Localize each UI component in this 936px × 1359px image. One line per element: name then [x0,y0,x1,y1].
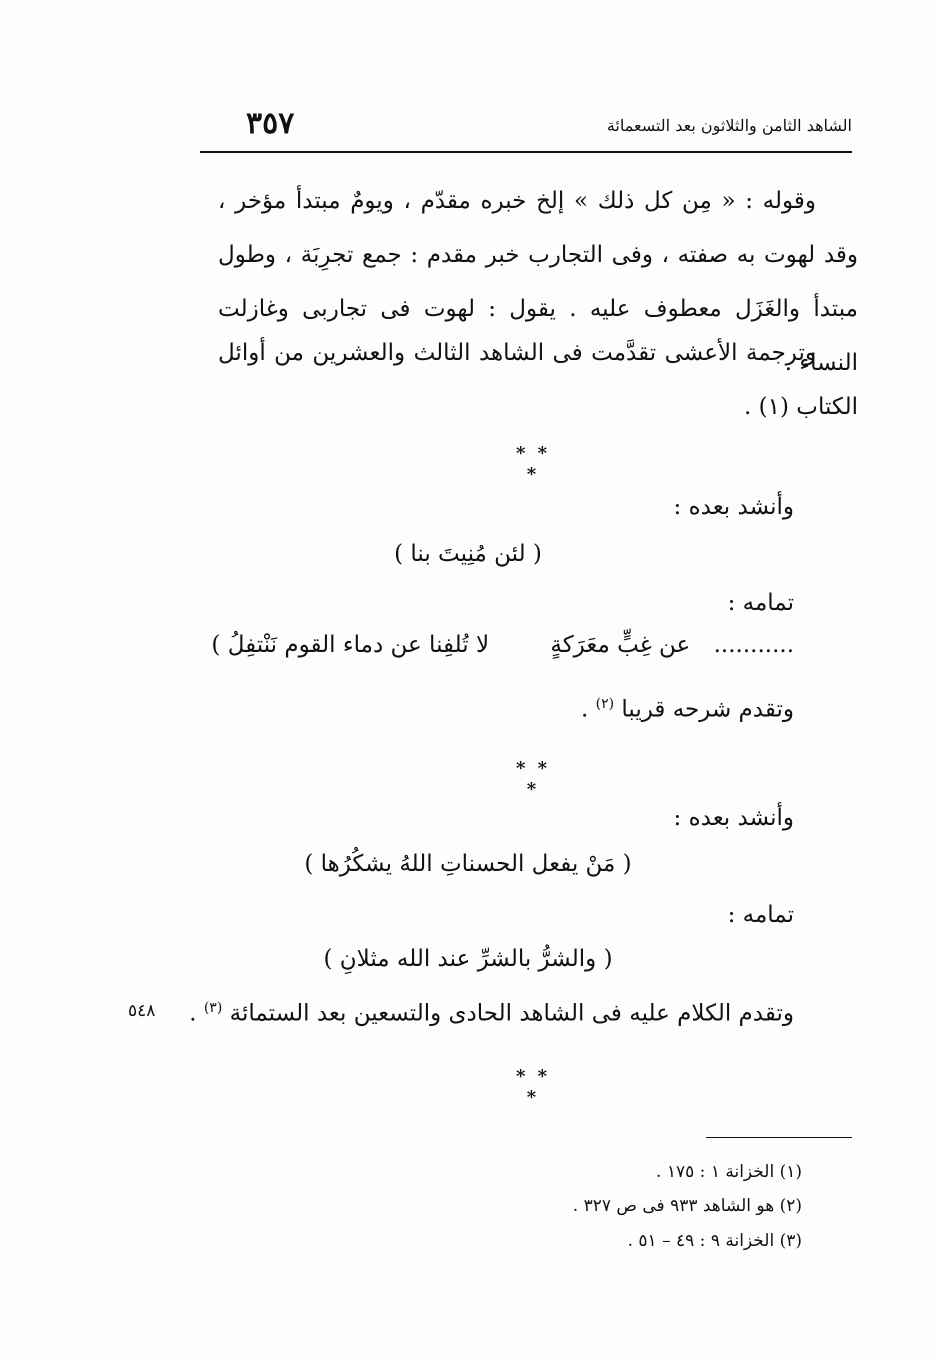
section-intro: وأنشد بعده : [673,805,794,831]
section-separator: * * * [515,1066,551,1108]
cross-reference-note [581,696,794,723]
commentary-paragraph: وقوله : « مِن كل ذلك » إلخ خبره مقدّم ، ويومٌ مبتدأ مؤخر ، وقد لهوت به صفته ، وفى التجارب خبر مقدم : جمع تجرِبَة ، وطول مبتدأ والغَزَل معطوف عليه . يقول : لهوت فى تجاربى وغازلت النساء . [218,188,858,376]
running-title: الشاهد الثامن والثلاثون بعد التسعمائة [606,116,852,135]
footnote-ref: (٢) [595,696,615,712]
verse-quote: ( مَنْ يفعل الحسناتِ اللهُ يشكُرُها ) [304,851,632,877]
header-divider [200,151,852,153]
footnote-ref: (٣) [203,1000,223,1016]
note-text: وتقدم شرحه قريبا [621,696,794,723]
cross-reference-note [189,1000,794,1027]
biography-note-paragraph: وترجمة الأعشى تقدَّمت فى الشاهد الثالث والعشرين من أوائل الكتاب (١) . [218,340,858,420]
footnote: (٣) الخزانة ٩ : ٤٩ – ٥١ . [627,1231,802,1251]
note-text: وتقدم الكلام عليه فى الشاهد الحادى والتسعين بعد الستمائة [229,1000,794,1027]
completion-verse [211,632,794,658]
verse-quote: ( لئن مُنِيتَ بنا ) [394,541,542,567]
note-end: . [580,696,589,723]
footnote-divider [706,1137,852,1138]
hemistich-first: عن غِبٍّ معَرَكةٍ [550,632,691,658]
completion-label: تمامه : [727,902,794,928]
page-number: ٣٥٧ [246,106,295,141]
note-end: . [189,1000,197,1027]
section-separator: * * * [515,758,551,800]
section-separator: * * * [515,443,551,485]
section-intro: وأنشد بعده : [673,494,794,520]
hemistich-second: لا تُلفِنا عن دماء القوم نَنْتفِلُ ) [211,632,490,658]
footnote: (١) الخزانة ١ : ١٧٥ . [656,1162,802,1182]
margin-number: ٥٤٨ [128,1001,156,1021]
ellipsis-dots: ........... [713,632,794,658]
completion-label: تمامه : [727,590,794,616]
footnote: (٢) هو الشاهد ٩٣٣ فى ص ٣٢٧ . [572,1196,802,1216]
completion-verse: ( والشرُّ بالشرِّ عند الله مثلانِ ) [323,946,613,972]
